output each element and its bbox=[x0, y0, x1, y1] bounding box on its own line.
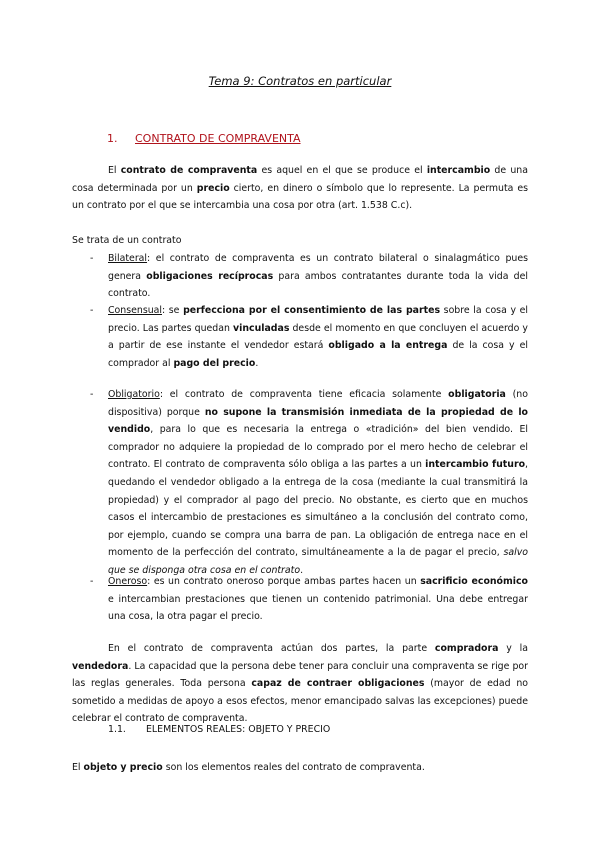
list-item-obligatorio: - Obligatorio: el contrato de compraventa tiene eficacia solamente obligatoria (no dispositiva) porque no supone la transmisión inmediata de la propiedad de lo vendido, para lo que es necesaria la entrega o «tradición» del bien vendido. El comprador no adquiere la propiedad de lo comprado por el mero hecho de celebrar el contrato. El contrato de compraventa sólo obliga a las partes a un intercambio futuro, quedando el vendedor obligado a la entrega de la cosa (mediante la cual transmitirá la propiedad) y el comprador al pago del precio. No obstante, es cierto que en muchos casos el intercambio de prestaciones es simultáneo a la conclusión del contrato como, por ejemplo, cuando se compra una barra de pan. La obligación de entrega nace en el momento de la perfección del contrato, simultáneamente a la de pagar el precio, salvo que se disponga otra cosa en el contrato. bbox=[90, 386, 528, 580]
bullet-dash: - bbox=[90, 389, 94, 400]
subsection-number: 1.1. bbox=[108, 724, 126, 735]
subsection-title: ELEMENTOS REALES: OBJETO Y PRECIO bbox=[146, 724, 331, 735]
section-heading bbox=[107, 132, 301, 145]
list-item-oneroso: - Oneroso: es un contrato oneroso porque ambas partes hacen un sacrificio económico e intercambian prestaciones que tienen un contenido patrimonial. Una debe entregar una cosa, la otra pagar el precio. bbox=[90, 573, 528, 626]
intro-paragraph: El contrato de compraventa es aquel en el que se produce el intercambio de una cosa determinada por un precio cierto, en dinero o símbolo que lo represente. La permuta es un contrato por el que se intercambia una cosa por otra (art. 1.538 C.c). bbox=[72, 165, 529, 212]
se-trata-line: Se trata de un contrato bbox=[72, 235, 182, 246]
list-item-consensual: - Consensual: se perfecciona por el consentimiento de las partes sobre la cosa y el precio. Las partes quedan vinculadas desde el momento en que concluyen el acuerdo y a partir de ese instante el vendedor estará obligado a la entrega de la cosa y el comprador al pago del precio. bbox=[90, 302, 528, 372]
bullet-dash: - bbox=[90, 576, 94, 587]
list-item-bilateral: - Bilateral: el contrato de compraventa es un contrato bilateral o sinalagmático pues genera obligaciones recíprocas para ambos contratantes durante toda la vida del contrato. bbox=[90, 250, 528, 303]
bullet-dash: - bbox=[90, 253, 94, 264]
section-title: CONTRATO DE COMPRAVENTA bbox=[135, 132, 301, 145]
document-title: Tema 9: Contratos en particular bbox=[208, 74, 392, 88]
elementos-paragraph: El objeto y precio son los elementos reales del contrato de compraventa. bbox=[72, 762, 425, 773]
section-number: 1. bbox=[107, 132, 118, 145]
subsection-heading bbox=[108, 724, 330, 735]
partes-paragraph: En el contrato de compraventa actúan dos partes, la parte compradora y la vendedora. La capacidad que la persona debe tener para concluir una compraventa se rige por las reglas generales. Toda persona capaz de contraer obligaciones (mayor de edad no sometido a medidas de apoyo a esos efectos, menor emancipado salvas las excepciones) puede celebrar el contrato de compraventa. bbox=[72, 643, 528, 725]
bullet-dash: - bbox=[90, 305, 94, 316]
